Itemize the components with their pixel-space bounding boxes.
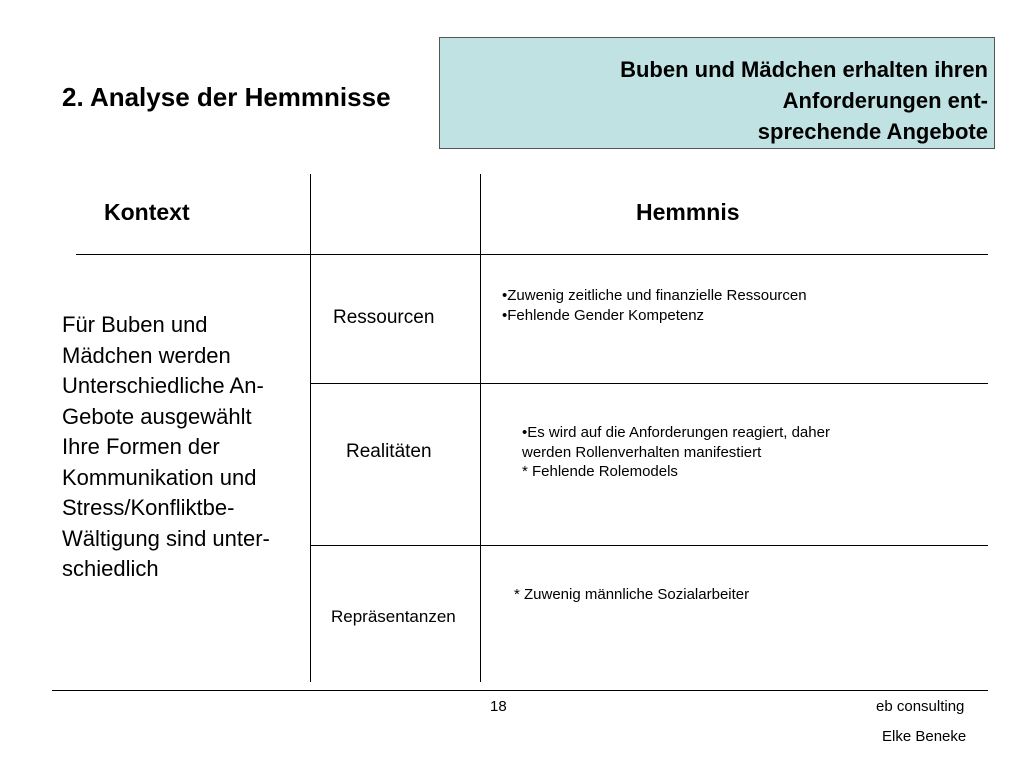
list-item: * Zuwenig männliche Sozialarbeiter <box>514 586 750 603</box>
page-number: 18 <box>490 698 507 715</box>
context-line: Wältigung sind unter- <box>62 525 270 551</box>
row-label-repraesentanzen: Repräsentanzen <box>331 607 456 626</box>
divider-vertical-left <box>310 174 311 682</box>
context-line: Mädchen werden <box>62 342 231 368</box>
divider-row-2 <box>310 545 988 546</box>
realitaeten-items <box>522 423 830 482</box>
list-item: werden Rollenverhalten manifestiert <box>522 443 762 461</box>
context-line: Für Buben und <box>62 312 208 337</box>
list-item: •Fehlende Gender Kompetenz <box>502 306 705 324</box>
ressourcen-items <box>502 286 807 325</box>
divider-header <box>76 254 988 255</box>
row-label-ressourcen: Ressourcen <box>333 307 435 328</box>
context-line: Unterschiedliche An- <box>62 373 264 398</box>
list-item: •Zuwenig zeitliche und finanzielle Ressourcen <box>502 287 807 304</box>
list-item: •Es wird auf die Anforderungen reagiert, daher <box>522 424 830 441</box>
hemmnis-header: Hemmnis <box>636 199 740 225</box>
footer-author: Elke Beneke <box>882 728 967 745</box>
goal-line-1: Buben und Mädchen erhalten ihren <box>620 57 988 82</box>
context-text <box>62 310 270 585</box>
divider-row-1 <box>310 383 988 384</box>
context-header: Kontext <box>104 199 190 225</box>
row-label-realitaeten: Realitäten <box>346 441 432 462</box>
context-line: schiedlich <box>62 556 159 581</box>
context-line: Ihre Formen der <box>62 434 220 459</box>
goal-box <box>439 37 995 149</box>
footer-company: eb consulting <box>876 698 965 715</box>
goal-line-2: Anforderungen ent- <box>782 88 988 113</box>
divider-vertical-right <box>480 174 481 682</box>
goal-line-3: sprechende Angebote <box>757 119 988 144</box>
context-line: Stress/Konfliktbe- <box>62 495 235 520</box>
repraesentanzen-items <box>514 585 749 605</box>
list-item: * Fehlende Rolemodels <box>522 463 678 480</box>
slide-title: 2. Analyse der Hemmnisse <box>62 82 391 112</box>
context-line: Gebote ausgewählt <box>62 403 252 429</box>
context-line: Kommunikation und <box>62 464 257 490</box>
divider-footer <box>52 690 988 691</box>
